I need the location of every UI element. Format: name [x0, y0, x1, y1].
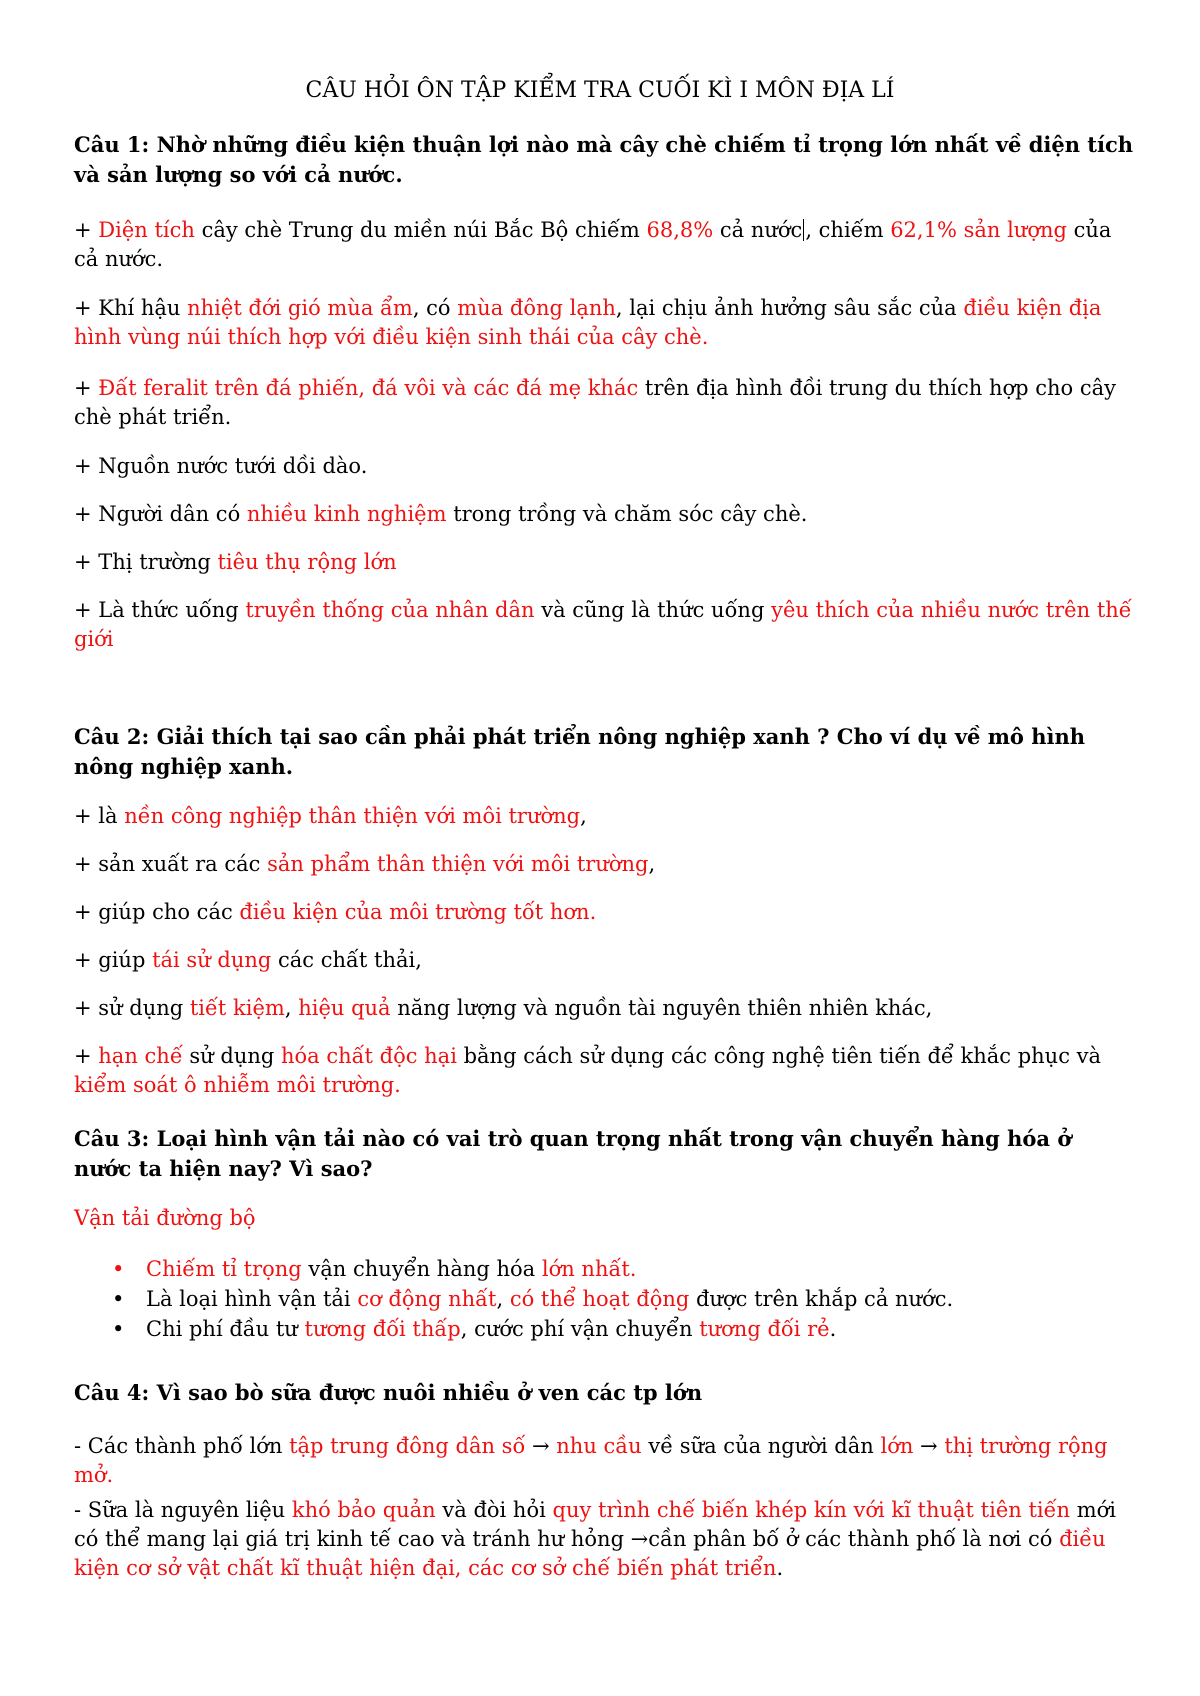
- text-segment: .: [829, 1317, 837, 1341]
- bullet-icon: •: [112, 1317, 125, 1341]
- highlight-segment: 68,8%: [646, 218, 714, 242]
- highlight-segment: hóa chất độc hại: [281, 1044, 457, 1068]
- text-segment: - Sữa là nguyên liệu: [74, 1498, 292, 1522]
- highlight-segment: tái sử dụng: [152, 948, 272, 972]
- highlight-segment: nhiều kinh nghiệm: [246, 502, 447, 526]
- highlight-segment: truyền thống của nhân dân: [245, 598, 535, 622]
- highlight-segment: tập trung đông dân số: [289, 1434, 526, 1458]
- text-segment: các chất thải,: [271, 948, 422, 972]
- highlight-segment: điều kiện cơ sở vật chất kĩ thuật hiện đại, các cơ sở chế biến phát triển: [74, 1527, 1106, 1580]
- highlight-segment: tương đối rẻ: [699, 1317, 830, 1341]
- q1-answer-2: [74, 294, 1134, 352]
- text-segment: ,: [648, 852, 656, 876]
- text-segment: sử dụng: [182, 1044, 281, 1068]
- text-segment: - Các thành phố lớn: [74, 1434, 290, 1458]
- text-segment: trong trồng và chăm sóc cây chè.: [446, 502, 808, 526]
- list-item: [74, 1314, 1134, 1344]
- highlight-segment: Chiếm tỉ trọng: [146, 1257, 302, 1281]
- q4-answer-2: [74, 1496, 1134, 1583]
- list-item: [74, 1284, 1134, 1314]
- text-segment: và cũng là thức uống: [534, 598, 772, 622]
- q1-answer-4: + Nguồn nước tưới dồi dào.: [74, 454, 368, 478]
- text-segment: .: [776, 1556, 784, 1580]
- highlight-segment: có thể hoạt động: [509, 1287, 690, 1311]
- text-segment: ,: [496, 1287, 510, 1311]
- text-segment: , chiếm: [805, 218, 891, 242]
- bullet-icon: •: [112, 1257, 125, 1281]
- highlight-segment: nền công nghiệp thân thiện với môi trường: [124, 804, 581, 828]
- list-item: [74, 1254, 1134, 1284]
- text-segment: + Thị trường: [74, 550, 218, 574]
- highlight-segment: điều kiện của môi trường tốt hơn.: [239, 900, 597, 924]
- text-segment: + là: [74, 804, 125, 828]
- text-segment: cả nước: [713, 218, 803, 242]
- highlight-segment: Diện tích: [98, 218, 195, 242]
- text-segment: + Là thức uống: [74, 598, 246, 622]
- q3-answer: Vận tải đường bộ: [74, 1206, 256, 1230]
- arrow-icon: →: [913, 1434, 945, 1458]
- q2-answer-6: [74, 1042, 1134, 1100]
- highlight-segment: tương đối thấp: [304, 1317, 461, 1341]
- text-segment: + giúp cho các: [74, 900, 240, 924]
- highlight-segment: quy trình chế biến khép kín với kĩ thuật tiên tiến: [552, 1498, 1071, 1522]
- highlight-segment: hiệu quả: [298, 996, 391, 1020]
- q2-answer-3: [74, 898, 1134, 927]
- text-segment: trên địa hình đồi trung du thích hợp cho cây chè phát triển.: [74, 376, 1116, 429]
- text-segment: +: [74, 376, 99, 400]
- text-segment: + Người dân có: [74, 502, 247, 526]
- highlight-segment: sản phẩm thân thiện với môi trường: [267, 852, 649, 876]
- question-3: Câu 3: Loại hình vận tải nào có vai trò quan trọng nhất trong vận chuyển hàng hóa ở nước ta hiện nay? Vì sao?: [74, 1126, 1072, 1181]
- highlight-segment: nhiệt đới gió mùa ẩm: [187, 296, 413, 320]
- highlight-segment: nhu cầu: [556, 1434, 642, 1458]
- question-4: Câu 4: Vì sao bò sữa được nuôi nhiều ở ven các tp lớn: [74, 1380, 703, 1405]
- text-segment: Chi phí đầu tư: [146, 1317, 305, 1341]
- highlight-segment: Đất feralit trên đá phiến, đá vôi và các đá mẹ khác: [98, 376, 639, 400]
- text-segment: ,: [580, 804, 587, 828]
- highlight-segment: hạn chế: [98, 1044, 183, 1068]
- bullet-icon: •: [112, 1287, 125, 1311]
- q3-bullet-list: [74, 1254, 1134, 1344]
- highlight-segment: điều kiện địa hình vùng núi thích hợp với điều kiện sinh thái của cây chè.: [74, 296, 1102, 349]
- highlight-segment: cơ động nhất: [357, 1287, 497, 1311]
- text-segment: + sản xuất ra các: [74, 852, 268, 876]
- text-segment: và đòi hỏi: [435, 1498, 553, 1522]
- q1-answer-6: [74, 548, 1134, 577]
- q2-answer-5: [74, 994, 1134, 1023]
- text-segment: , cước phí vận chuyển: [460, 1317, 700, 1341]
- highlight-segment: tiết kiệm: [189, 996, 285, 1020]
- q2-answer-4: [74, 946, 1134, 975]
- text-segment: +: [74, 1044, 99, 1068]
- highlight-segment: 62,1% sản lượng: [890, 218, 1067, 242]
- text-segment: , có: [412, 296, 458, 320]
- text-segment: + Khí hậu: [74, 296, 188, 320]
- text-segment: ,: [284, 996, 299, 1020]
- q1-answer-7: [74, 596, 1134, 654]
- question-2: Câu 2: Giải thích tại sao cần phải phát triển nông nghiệp xanh ? Cho ví dụ về mô hình nông nghiệp xanh.: [74, 724, 1086, 779]
- highlight-segment: khó bảo quản: [291, 1498, 436, 1522]
- text-segment: bằng cách sử dụng các công nghệ tiên tiến để khắc phục và: [456, 1044, 1102, 1068]
- q1-answer-5: [74, 500, 1134, 529]
- text-segment: +: [74, 218, 99, 242]
- highlight-segment: mùa đông lạnh: [457, 296, 616, 320]
- text-segment: về sữa của người dân: [641, 1434, 881, 1458]
- document-title: CÂU HỎI ÔN TẬP KIỂM TRA CUỐI KÌ I MÔN ĐỊA LÍ: [305, 78, 895, 103]
- arrow-icon: →: [525, 1434, 557, 1458]
- highlight-segment: tiêu thụ rộng lớn: [217, 550, 397, 574]
- text-segment: cây chè Trung du miền núi Bắc Bộ chiếm: [194, 218, 647, 242]
- text-segment: Là loại hình vận tải: [146, 1287, 358, 1311]
- highlight-segment: kiểm soát ô nhiễm môi trường.: [74, 1073, 401, 1097]
- highlight-segment: thị trường rộng mở.: [74, 1434, 1108, 1487]
- highlight-segment: lớn: [880, 1434, 914, 1458]
- text-segment: + giúp: [74, 948, 153, 972]
- text-segment: được trên khắp cả nước.: [689, 1287, 954, 1311]
- text-segment: , lại chịu ảnh hưởng sâu sắc của: [615, 296, 964, 320]
- question-1: Câu 1: Nhờ những điều kiện thuận lợi nào mà cây chè chiếm tỉ trọng lớn nhất về diện tích và sản lượng so với cả nước.: [74, 132, 1134, 187]
- text-segment: của cả nước.: [74, 218, 1112, 271]
- q2-answer-1: [74, 802, 1134, 831]
- q2-answer-2: [74, 850, 1134, 879]
- text-segment: vận chuyển hàng hóa: [301, 1257, 542, 1281]
- highlight-segment: lớn nhất.: [541, 1257, 637, 1281]
- q4-answer-1: [74, 1432, 1134, 1490]
- text-segment: năng lượng và nguồn tài nguyên thiên nhiên khác,: [390, 996, 933, 1020]
- highlight-segment: yêu thích của nhiều nước trên thế giới: [74, 598, 1132, 651]
- q1-answer-1: [74, 216, 1134, 274]
- text-segment: + sử dụng: [74, 996, 190, 1020]
- q1-answer-3: [74, 374, 1134, 432]
- text-segment: mới có thể mang lại giá trị kinh tế cao và tránh hư hỏng →cần phân bố ở các thành phố là nơi có: [74, 1498, 1116, 1551]
